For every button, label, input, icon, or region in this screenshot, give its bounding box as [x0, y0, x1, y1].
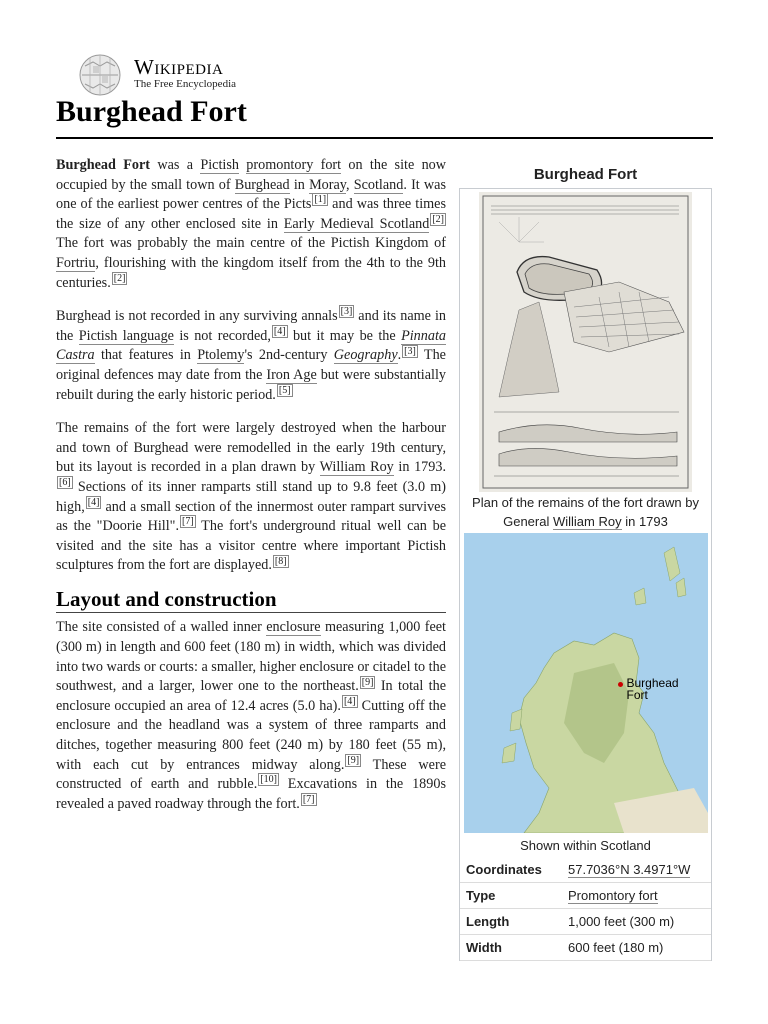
- citation-ref[interactable]: [2]: [432, 214, 445, 226]
- text: These were constructed of earth and rubble.: [56, 756, 446, 793]
- text: was a: [150, 157, 201, 173]
- citation-ref[interactable]: [7]: [302, 794, 315, 806]
- lead-term: Burghead Fort: [56, 157, 151, 173]
- link-pinnata-castra[interactable]: Pinnata Castra: [56, 327, 447, 364]
- text: . It was one of the earliest power centres of the Picts: [56, 176, 446, 213]
- scotland-location-map[interactable]: [464, 533, 708, 833]
- row-value: 600 feet (180 m): [562, 935, 711, 961]
- section-heading-layout: Layout and construction: [56, 590, 446, 614]
- link-fortriu[interactable]: Fortriu: [56, 254, 96, 271]
- link-william-roy[interactable]: William Roy: [319, 459, 394, 476]
- citation-ref[interactable]: [1]: [314, 194, 327, 206]
- text: and a small section of the innermost outer rampart survives as the "Doorie Hill".: [56, 498, 446, 535]
- row-key: Length: [460, 909, 562, 935]
- row-value: 1,000 feet (300 m): [562, 909, 711, 935]
- link-promontory-fort[interactable]: promontory fort: [246, 157, 342, 173]
- link-burghead[interactable]: Burghead: [234, 176, 290, 193]
- caption-text: in 1793: [621, 514, 668, 529]
- fort-plan-image[interactable]: [479, 192, 692, 492]
- location-marker-icon: [618, 682, 623, 687]
- wikipedia-globe-logo[interactable]: [73, 52, 127, 98]
- citation-ref[interactable]: [4]: [273, 326, 286, 338]
- infobox-table: [460, 857, 711, 961]
- text: but were substantially rebuilt during the early historic period.: [56, 366, 447, 403]
- paragraph-layout: [56, 618, 446, 814]
- text: The fort's underground ritual well can be visited and the site has a visitor centre where important Pictish sculptures from the fort are displayed.: [56, 518, 446, 574]
- link-william-roy-caption[interactable]: William Roy: [552, 514, 622, 529]
- text: in 1793.: [393, 459, 447, 476]
- row-value: [562, 883, 711, 909]
- page-title: Burghead Fort: [56, 95, 247, 128]
- text: In total the enclosure occupied an area of 12.4 acres (5.0 ha).: [56, 678, 446, 714]
- text: 's 2nd-century: [244, 347, 334, 364]
- link-geography[interactable]: Geography: [333, 347, 398, 364]
- text: is not recorded,: [173, 327, 271, 344]
- link-scotland[interactable]: Scotland: [353, 176, 404, 193]
- text: ,: [345, 176, 354, 193]
- article-body: [56, 156, 446, 828]
- text: measuring 1,000 feet (300 m) in length and 600 feet (180 m) in width, which was divided into two wards or courts: a smaller, higher enclosure or citadel to the southwest, and a larger, lower one to the northeast.: [56, 619, 446, 695]
- row-value: [562, 857, 711, 883]
- map-location-label: Burghead Fort: [626, 676, 679, 702]
- infobox-row: [460, 857, 711, 883]
- row-key: Coordinates: [460, 857, 562, 883]
- row-key: Type: [460, 883, 562, 909]
- citation-ref[interactable]: [4]: [87, 496, 100, 508]
- text: that features in: [94, 347, 198, 364]
- infobox-row: [460, 909, 711, 935]
- citation-ref[interactable]: [3]: [340, 306, 353, 318]
- citation-ref[interactable]: [3]: [404, 345, 416, 357]
- citation-ref[interactable]: [2]: [113, 272, 126, 284]
- citation-ref[interactable]: [4]: [343, 696, 356, 708]
- link-enclosure[interactable]: enclosure: [266, 619, 321, 636]
- plan-caption: [460, 492, 711, 533]
- citation-ref[interactable]: [9]: [347, 754, 360, 766]
- paragraph-intro: [56, 156, 446, 293]
- text: in: [289, 176, 310, 193]
- paragraph-name: [56, 307, 446, 405]
- title-divider: [56, 137, 713, 139]
- link-moray[interactable]: Moray: [309, 176, 346, 193]
- text: Sections of its inner ramparts still stand up to 9.8 feet (3.0 m) high,: [56, 478, 446, 515]
- citation-ref[interactable]: [10]: [260, 774, 277, 786]
- link-pictish-language[interactable]: Pictish language: [78, 327, 174, 344]
- link-iron-age[interactable]: Iron Age: [266, 366, 317, 383]
- row-key: Width: [460, 935, 562, 961]
- infobox-row: [460, 883, 711, 909]
- infobox: [459, 162, 712, 961]
- citation-ref[interactable]: [6]: [59, 477, 71, 489]
- link-pictish[interactable]: Pictish: [200, 157, 239, 173]
- map-caption: Shown within Scotland: [520, 838, 651, 853]
- text: but it may be the: [287, 327, 402, 344]
- text: and was three times the size of any other enclosed site in: [56, 196, 447, 232]
- infobox-body: [459, 188, 712, 961]
- wordmark-title: Wikipedia: [134, 55, 224, 79]
- type-link[interactable]: Promontory fort: [568, 888, 658, 903]
- text: The fort was probably the main centre of the Pictish Kingdom of: [56, 235, 446, 252]
- text: and its name in the: [56, 308, 446, 344]
- link-early-medieval-scotland[interactable]: Early Medieval Scotland: [283, 215, 430, 232]
- paragraph-remains: [56, 419, 446, 576]
- citation-ref[interactable]: [7]: [182, 516, 194, 528]
- wordmark[interactable]: [134, 55, 236, 90]
- citation-ref[interactable]: [9]: [361, 676, 374, 688]
- text: The original defences may date from the: [56, 347, 446, 383]
- coordinates-link[interactable]: 57.7036°N 3.4971°W: [568, 862, 691, 877]
- infobox-row: [460, 935, 711, 961]
- text: Cutting off the enclosure and the headland was a system of three ramparts and ditches, together measuring 800 feet (240 m) by 180 feet (55 m), with each cut by entrances midway along.: [56, 697, 446, 773]
- text: Excavations in the 1890s revealed a paved roadway through the fort.: [56, 776, 446, 812]
- citation-ref[interactable]: [5]: [278, 384, 291, 396]
- link-ptolemy[interactable]: Ptolemy: [197, 347, 245, 364]
- text: The remains of the fort were largely destroyed when the harbour and town of Burghead were remodelled in the early 19th century, but its layout is recorded in a plan drawn by: [56, 420, 446, 476]
- text: , flourishing with the kingdom itself from the 4th to the 9th centuries.: [56, 254, 446, 291]
- text: The site consisted of a walled inner: [56, 619, 267, 636]
- text: .: [397, 347, 402, 364]
- wordmark-tagline: The Free Encyclopedia: [134, 78, 237, 90]
- text: Burghead is not recorded in any surviving annals: [56, 308, 338, 325]
- text: on the site now occupied by the small town of: [56, 157, 447, 193]
- caption-text: Plan of the remains of the fort drawn by General: [472, 495, 699, 529]
- infobox-title: Burghead Fort: [533, 166, 638, 183]
- citation-ref[interactable]: [8]: [274, 555, 287, 567]
